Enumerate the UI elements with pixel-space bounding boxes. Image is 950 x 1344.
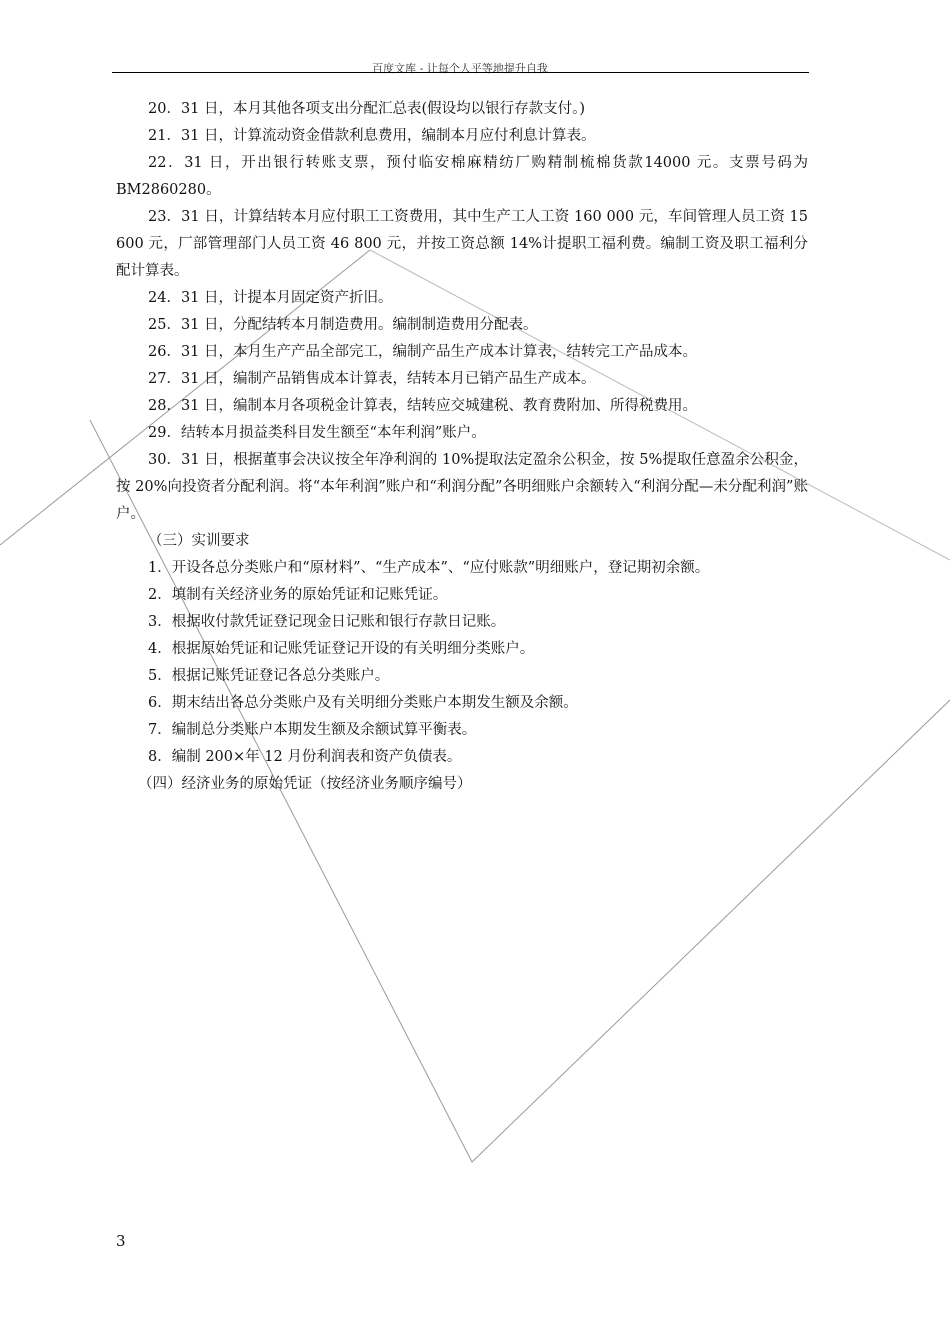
header-divider: [112, 72, 809, 73]
requirement-7: 7．编制总分类账户本期发生额及余额试算平衡表。: [148, 722, 477, 738]
item-22: 22．31 日，开出银行转账支票，预付临安棉麻精纺厂购精制梳棉货款14000 元。支票号码为 BM2860280。: [116, 155, 808, 198]
requirement-5: 5．根据记账凭证登记各总分类账户。: [148, 668, 390, 684]
requirement-6: 6．期末结出各总分类账户及有关明细分类账户本期发生额及余额。: [148, 695, 578, 711]
item-21: 21．31 日，计算流动资金借款利息费用，编制本月应付利息计算表。: [148, 128, 596, 144]
item-30: 30．31 日，根据董事会决议按全年净利润的 10%提取法定盈余公积金，按 5%提取任意盈余公积金，按 20%向投资者分配利润。将“本年利润”账户和“利润分配”各明细账户余额转入“利润分配—未分配利润”账户。: [116, 452, 808, 522]
item-23: 23．31 日，计算结转本月应付职工工资费用，其中生产工人工资 160 000 元，车间管理人员工资 15 600 元，厂部管理部门人员工资 46 800 元，并按工资总额 14%计提职工福利费。编制工资及职工福利分配计算表。: [116, 209, 808, 279]
item-29: 29．结转本月损益类科目发生额至“本年利润”账户。: [148, 425, 486, 441]
page-header: 百度文库 - 让每个人平等地提升自我: [372, 62, 548, 75]
requirement-4: 4．根据原始凭证和记账凭证登记开设的有关明细分类账户。: [148, 641, 535, 657]
requirement-3: 3．根据收付款凭证登记现金日记账和银行存款日记账。: [148, 614, 506, 630]
item-25: 25．31 日，分配结转本月制造费用。编制制造费用分配表。: [148, 317, 538, 333]
requirement-1: 1．开设各总分类账户和“原材料”、“生产成本”、“应付账款”明细账户，登记期初余额。: [148, 560, 710, 576]
requirement-2: 2．填制有关经济业务的原始凭证和记账凭证。: [148, 587, 448, 603]
item-28: 28．31 日，编制本月各项税金计算表，结转应交城建税、教育费附加、所得税费用。: [148, 398, 698, 414]
page-number: 3: [116, 1232, 126, 1250]
section-3-title: （三）实训要求: [148, 533, 250, 549]
item-24: 24．31 日，计提本月固定资产折旧。: [148, 290, 393, 306]
section-4-title: （四）经济业务的原始凭证（按经济业务顺序编号）: [138, 776, 472, 792]
item-27: 27．31 日，编制产品销售成本计算表，结转本月已销产品生产成本。: [148, 371, 596, 387]
requirement-8: 8．编制 200×年 12 月份利润表和资产负债表。: [148, 749, 462, 765]
document-body: [116, 96, 808, 798]
item-20: 20．31 日，本月其他各项支出分配汇总表(假设均以银行存款支付。): [148, 101, 586, 117]
item-26: 26．31 日，本月生产产品全部完工，编制产品生产成本计算表，结转完工产品成本。: [148, 344, 698, 360]
